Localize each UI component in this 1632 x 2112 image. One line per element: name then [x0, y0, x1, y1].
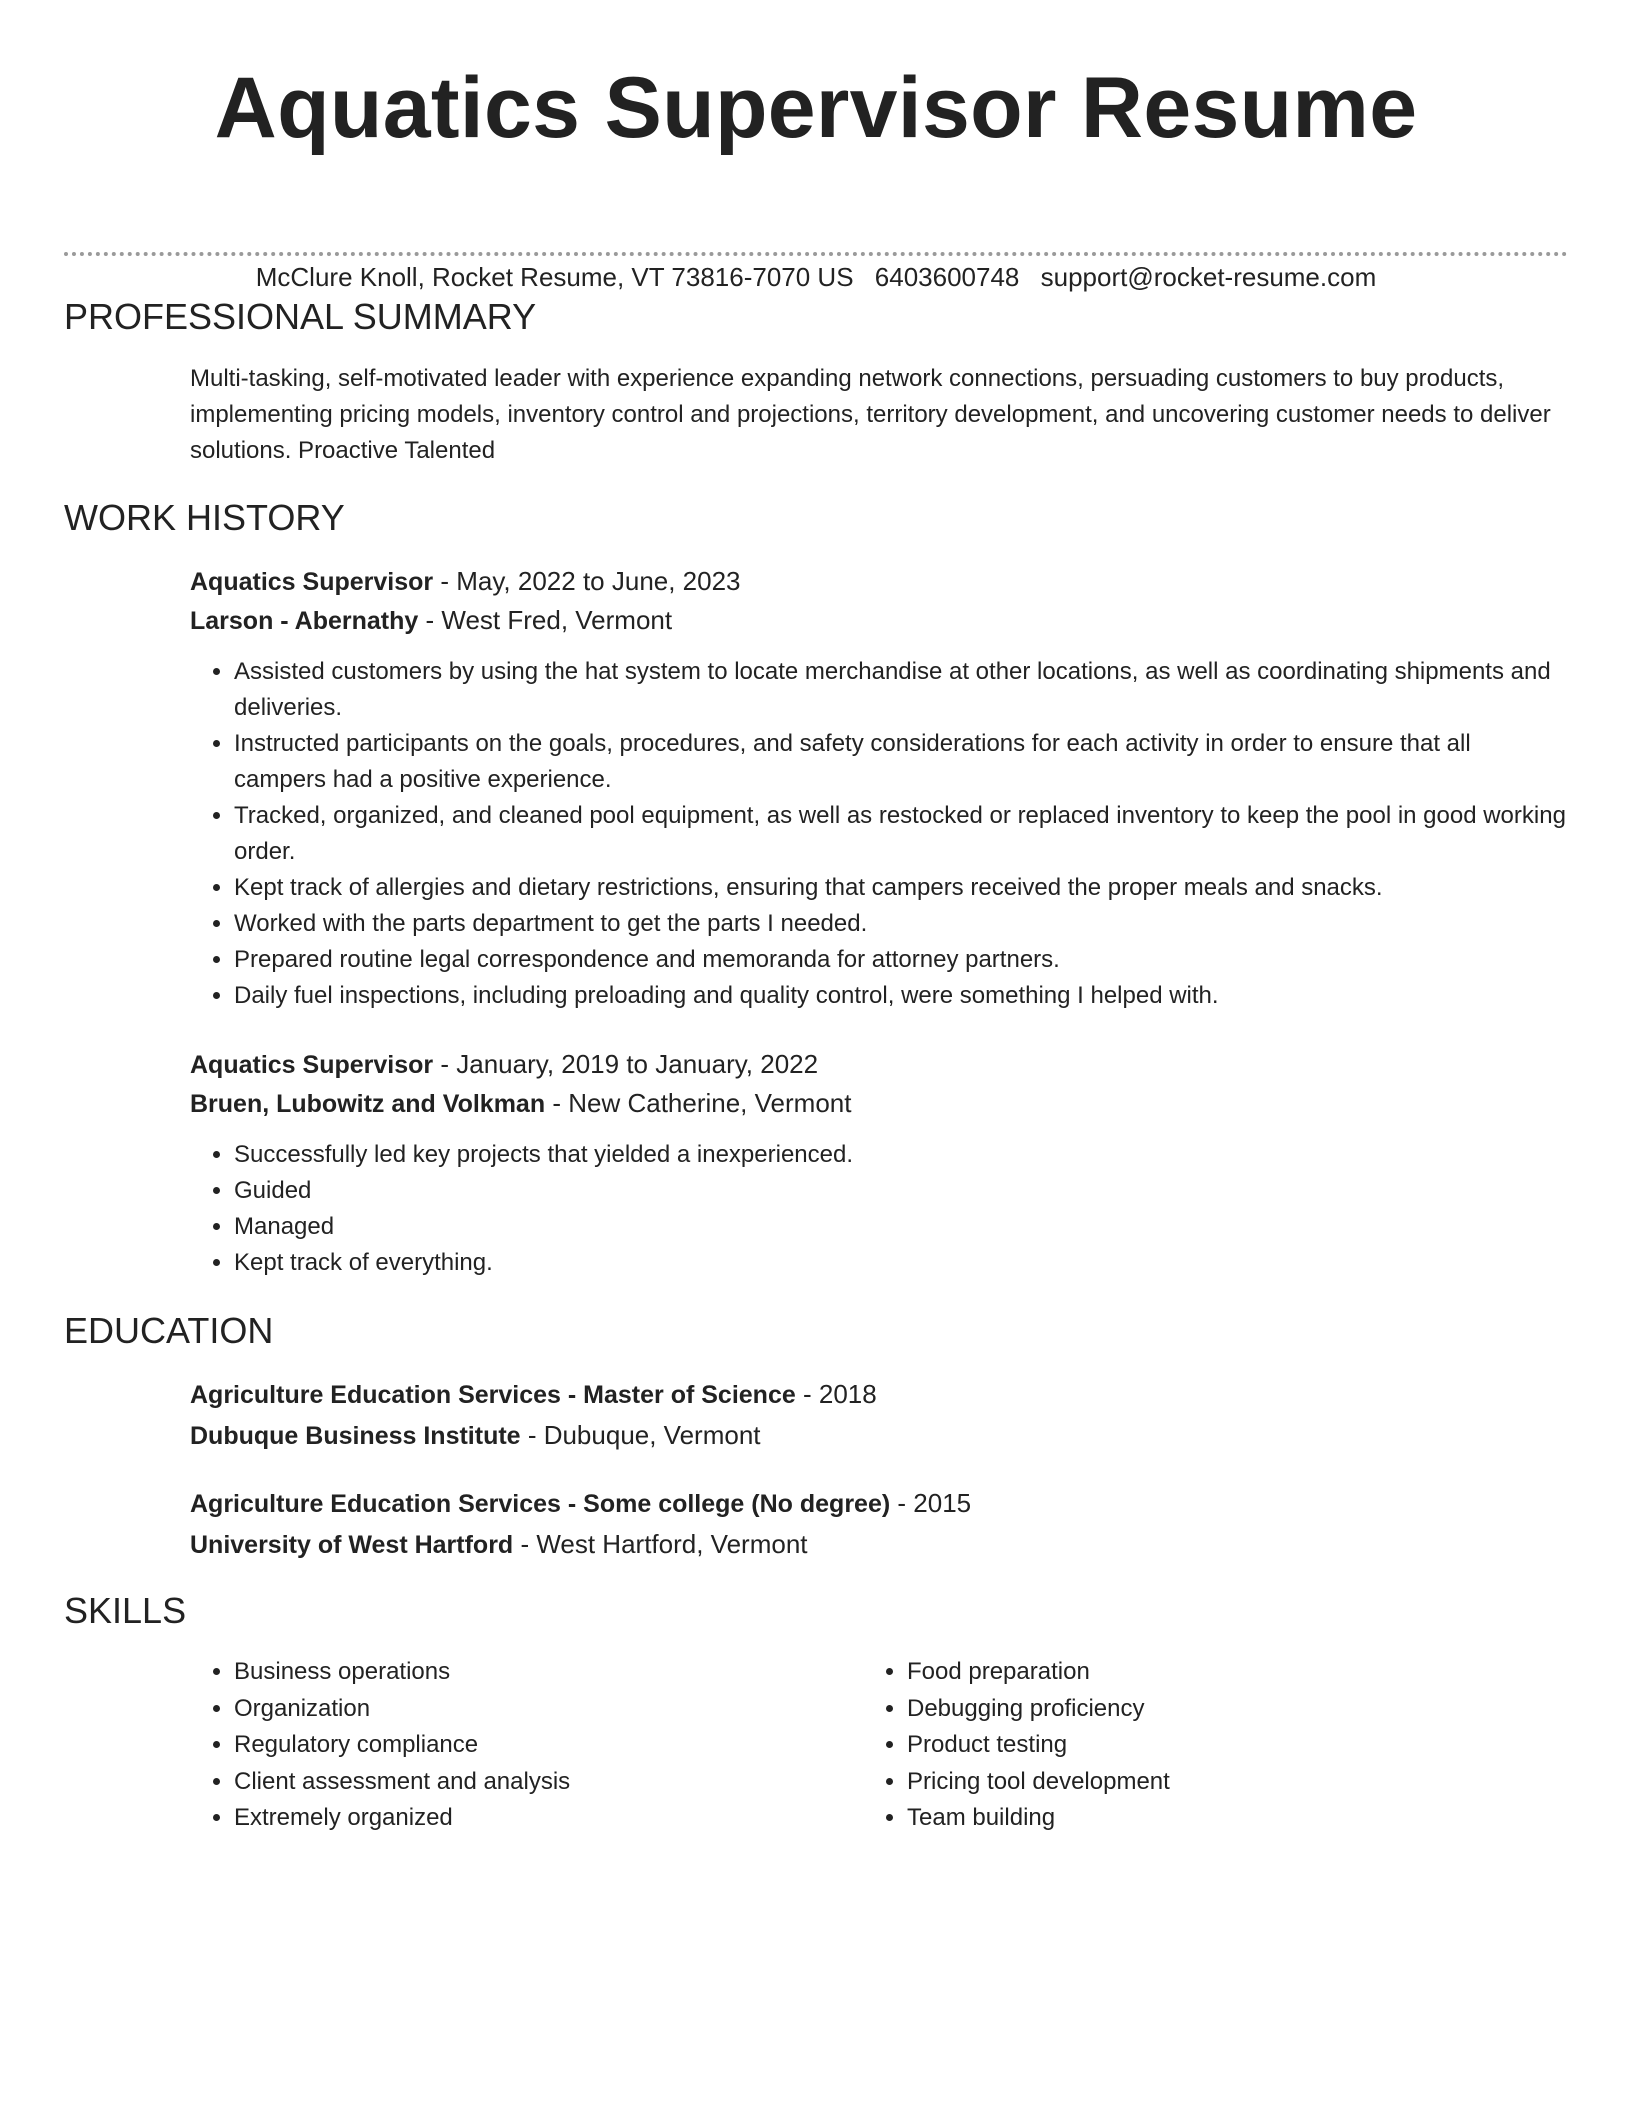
contact-phone: 6403600748: [874, 262, 1020, 292]
skill-item: • Organization: [234, 1691, 570, 1728]
skills-list: [863, 1654, 1170, 1837]
job-bullet: • Guided: [234, 1173, 1568, 1209]
skill-item: • Team building: [907, 1800, 1170, 1837]
skills-column-left: [190, 1654, 570, 1837]
job-bullet: • Tracked, organized, and cleaned pool equipment, as well as restocked or replaced inventory to keep the pool in good working order.: [234, 798, 1568, 870]
job-dates: - January, 2019 to January, 2022: [433, 1049, 819, 1079]
job-title-line: [190, 1045, 1568, 1084]
job-title-line: [190, 562, 1568, 601]
skills-list: [190, 1654, 570, 1837]
job-location: - West Fred, Vermont: [418, 605, 673, 635]
education-entry: [190, 1374, 1568, 1456]
education-year: - 2015: [890, 1488, 972, 1518]
summary-block: [190, 361, 1568, 469]
resume-title: Aquatics Supervisor Resume: [214, 60, 1418, 156]
job-company: Larson - Abernathy: [190, 607, 419, 635]
contact-email: support@rocket-resume.com: [1040, 262, 1377, 292]
education-entry: [190, 1483, 1568, 1565]
skill-item: • Pricing tool development: [907, 1764, 1170, 1801]
job-entry: [190, 1045, 1568, 1281]
skills-heading: SKILLS: [64, 1590, 187, 1631]
job-bullet: • Worked with the parts department to get the parts I needed.: [234, 906, 1568, 942]
work-history-heading: WORK HISTORY: [64, 497, 345, 538]
job-bullet: • Prepared routine legal correspondence and memoranda for attorney partners.: [234, 942, 1568, 978]
education-degree: Agriculture Education Services - Some college (No degree): [190, 1490, 891, 1518]
education-location: - West Hartford, Vermont: [513, 1529, 808, 1559]
skills-column-right: [863, 1654, 1170, 1837]
education-school-line: [190, 1415, 1568, 1456]
education-degree-line: [190, 1483, 1568, 1524]
job-bullet: • Managed: [234, 1209, 1568, 1245]
education-school: University of West Hartford: [190, 1531, 514, 1559]
skills-block: [190, 1654, 1568, 1854]
job-dates: - May, 2022 to June, 2023: [433, 566, 741, 596]
skill-item: • Business operations: [234, 1654, 570, 1691]
job-bullet: • Assisted customers by using the hat system to locate merchandise at other locations, as well as coordinating shipments and deliveries.: [234, 654, 1568, 726]
job-bullet: • Kept track of allergies and dietary restrictions, ensuring that campers received the proper meals and snacks.: [234, 870, 1568, 906]
job-bullet: • Kept track of everything.: [234, 1245, 1568, 1281]
education-location: - Dubuque, Vermont: [520, 1420, 761, 1450]
education-school-line: [190, 1524, 1568, 1565]
header-divider: [64, 252, 1568, 256]
job-bullets: [190, 1137, 1568, 1281]
contact-address: McClure Knoll, Rocket Resume, VT 73816-7070 US: [255, 262, 854, 292]
skill-item: • Debugging proficiency: [907, 1691, 1170, 1728]
summary-text: Multi-tasking, self-motivated leader with experience expanding network connections, persuading customers to buy products, implementing pricing models, inventory control and projections, territory development, and uncovering customer needs to deliver solutions. Proactive Talented: [190, 365, 1551, 464]
job-company: Bruen, Lubowitz and Volkman: [190, 1090, 546, 1118]
contact-line: [0, 261, 1632, 293]
job-bullet: • Daily fuel inspections, including preloading and quality control, were something I helped with.: [234, 978, 1568, 1014]
job-bullets: [190, 654, 1568, 1014]
education-year: - 2018: [795, 1379, 877, 1409]
job-location: - New Catherine, Vermont: [545, 1088, 852, 1118]
education-degree: Agriculture Education Services - Master of Science: [190, 1381, 796, 1409]
job-bullet: • Instructed participants on the goals, procedures, and safety considerations for each activity in order to ensure that all campers had a positive experience.: [234, 726, 1568, 798]
job-company-line: [190, 601, 1568, 640]
skill-item: • Regulatory compliance: [234, 1727, 570, 1764]
education-school: Dubuque Business Institute: [190, 1422, 521, 1450]
job-company-line: [190, 1084, 1568, 1123]
education-heading: EDUCATION: [64, 1310, 274, 1351]
job-title: Aquatics Supervisor: [190, 1051, 434, 1079]
skill-item: • Client assessment and analysis: [234, 1764, 570, 1801]
skill-item: • Food preparation: [907, 1654, 1170, 1691]
skill-item: • Extremely organized: [234, 1800, 570, 1837]
education-degree-line: [190, 1374, 1568, 1415]
job-title: Aquatics Supervisor: [190, 568, 434, 596]
job-bullet: • Successfully led key projects that yielded a inexperienced.: [234, 1137, 1568, 1173]
job-entry: [190, 562, 1568, 1014]
skill-item: • Product testing: [907, 1727, 1170, 1764]
summary-heading: PROFESSIONAL SUMMARY: [64, 296, 537, 337]
